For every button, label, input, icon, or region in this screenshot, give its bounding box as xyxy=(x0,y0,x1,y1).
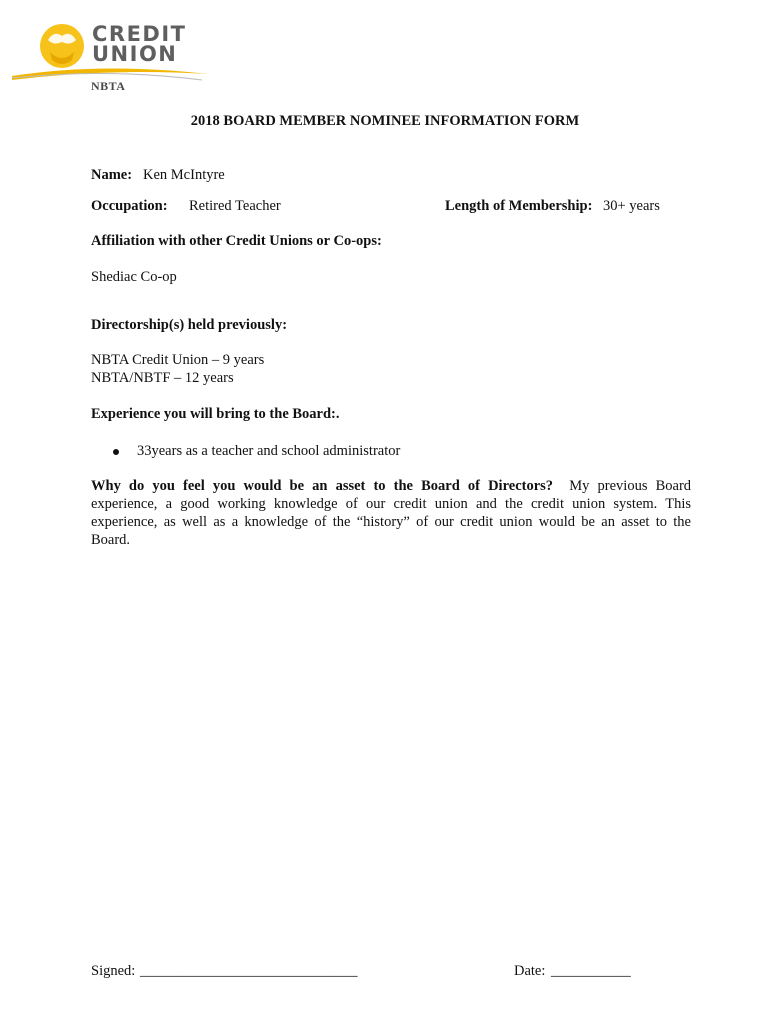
credit-union-logo xyxy=(10,18,210,98)
asset-line: experience, a good working knowledge of our credit union and the credit union system. This xyxy=(91,496,691,512)
asset-line: Board. xyxy=(91,532,131,548)
asset-paragraph xyxy=(91,477,691,549)
date-line[interactable]: ___________ xyxy=(551,963,631,979)
asset-line: experience, as well as a knowledge of the “history” of our credit union would be an asset to the xyxy=(91,514,691,530)
occupation-label: Occupation: xyxy=(91,198,168,214)
asset-line xyxy=(91,477,691,495)
name-value: Ken McIntyre xyxy=(143,167,225,183)
signed-label: Signed: xyxy=(91,963,136,979)
form-title: 2018 BOARD MEMBER NOMINEE INFORMATION FORM xyxy=(190,113,580,129)
asset-answer-text: My previous Board xyxy=(569,478,692,494)
affiliation-value: Shediac Co-op xyxy=(91,269,177,285)
directorship-item: NBTA/NBTF – 12 years xyxy=(91,370,234,386)
bullet-icon xyxy=(113,449,119,455)
occupation-value: Retired Teacher xyxy=(189,198,281,214)
logo-text-nbta: NBTA xyxy=(91,79,126,93)
membership-label: Length of Membership: xyxy=(445,198,593,214)
name-label: Name: xyxy=(91,167,133,183)
directorship-item: NBTA Credit Union – 9 years xyxy=(91,352,265,368)
experience-label: Experience you will bring to the Board:. xyxy=(91,406,340,422)
asset-question: Why do you feel you would be an asset to the Board of Directors? xyxy=(91,478,554,494)
experience-item: 33years as a teacher and school administrator xyxy=(137,443,401,459)
date-label: Date: xyxy=(514,963,546,979)
affiliation-label: Affiliation with other Credit Unions or Co-ops: xyxy=(91,233,382,249)
logo-text-union: UNION xyxy=(92,42,178,66)
signature-line[interactable]: ______________________________ xyxy=(140,963,358,979)
membership-value: 30+ years xyxy=(603,198,660,214)
directorship-label: Directorship(s) held previously: xyxy=(91,317,288,333)
logo-text-credit: CREDIT xyxy=(92,22,187,46)
